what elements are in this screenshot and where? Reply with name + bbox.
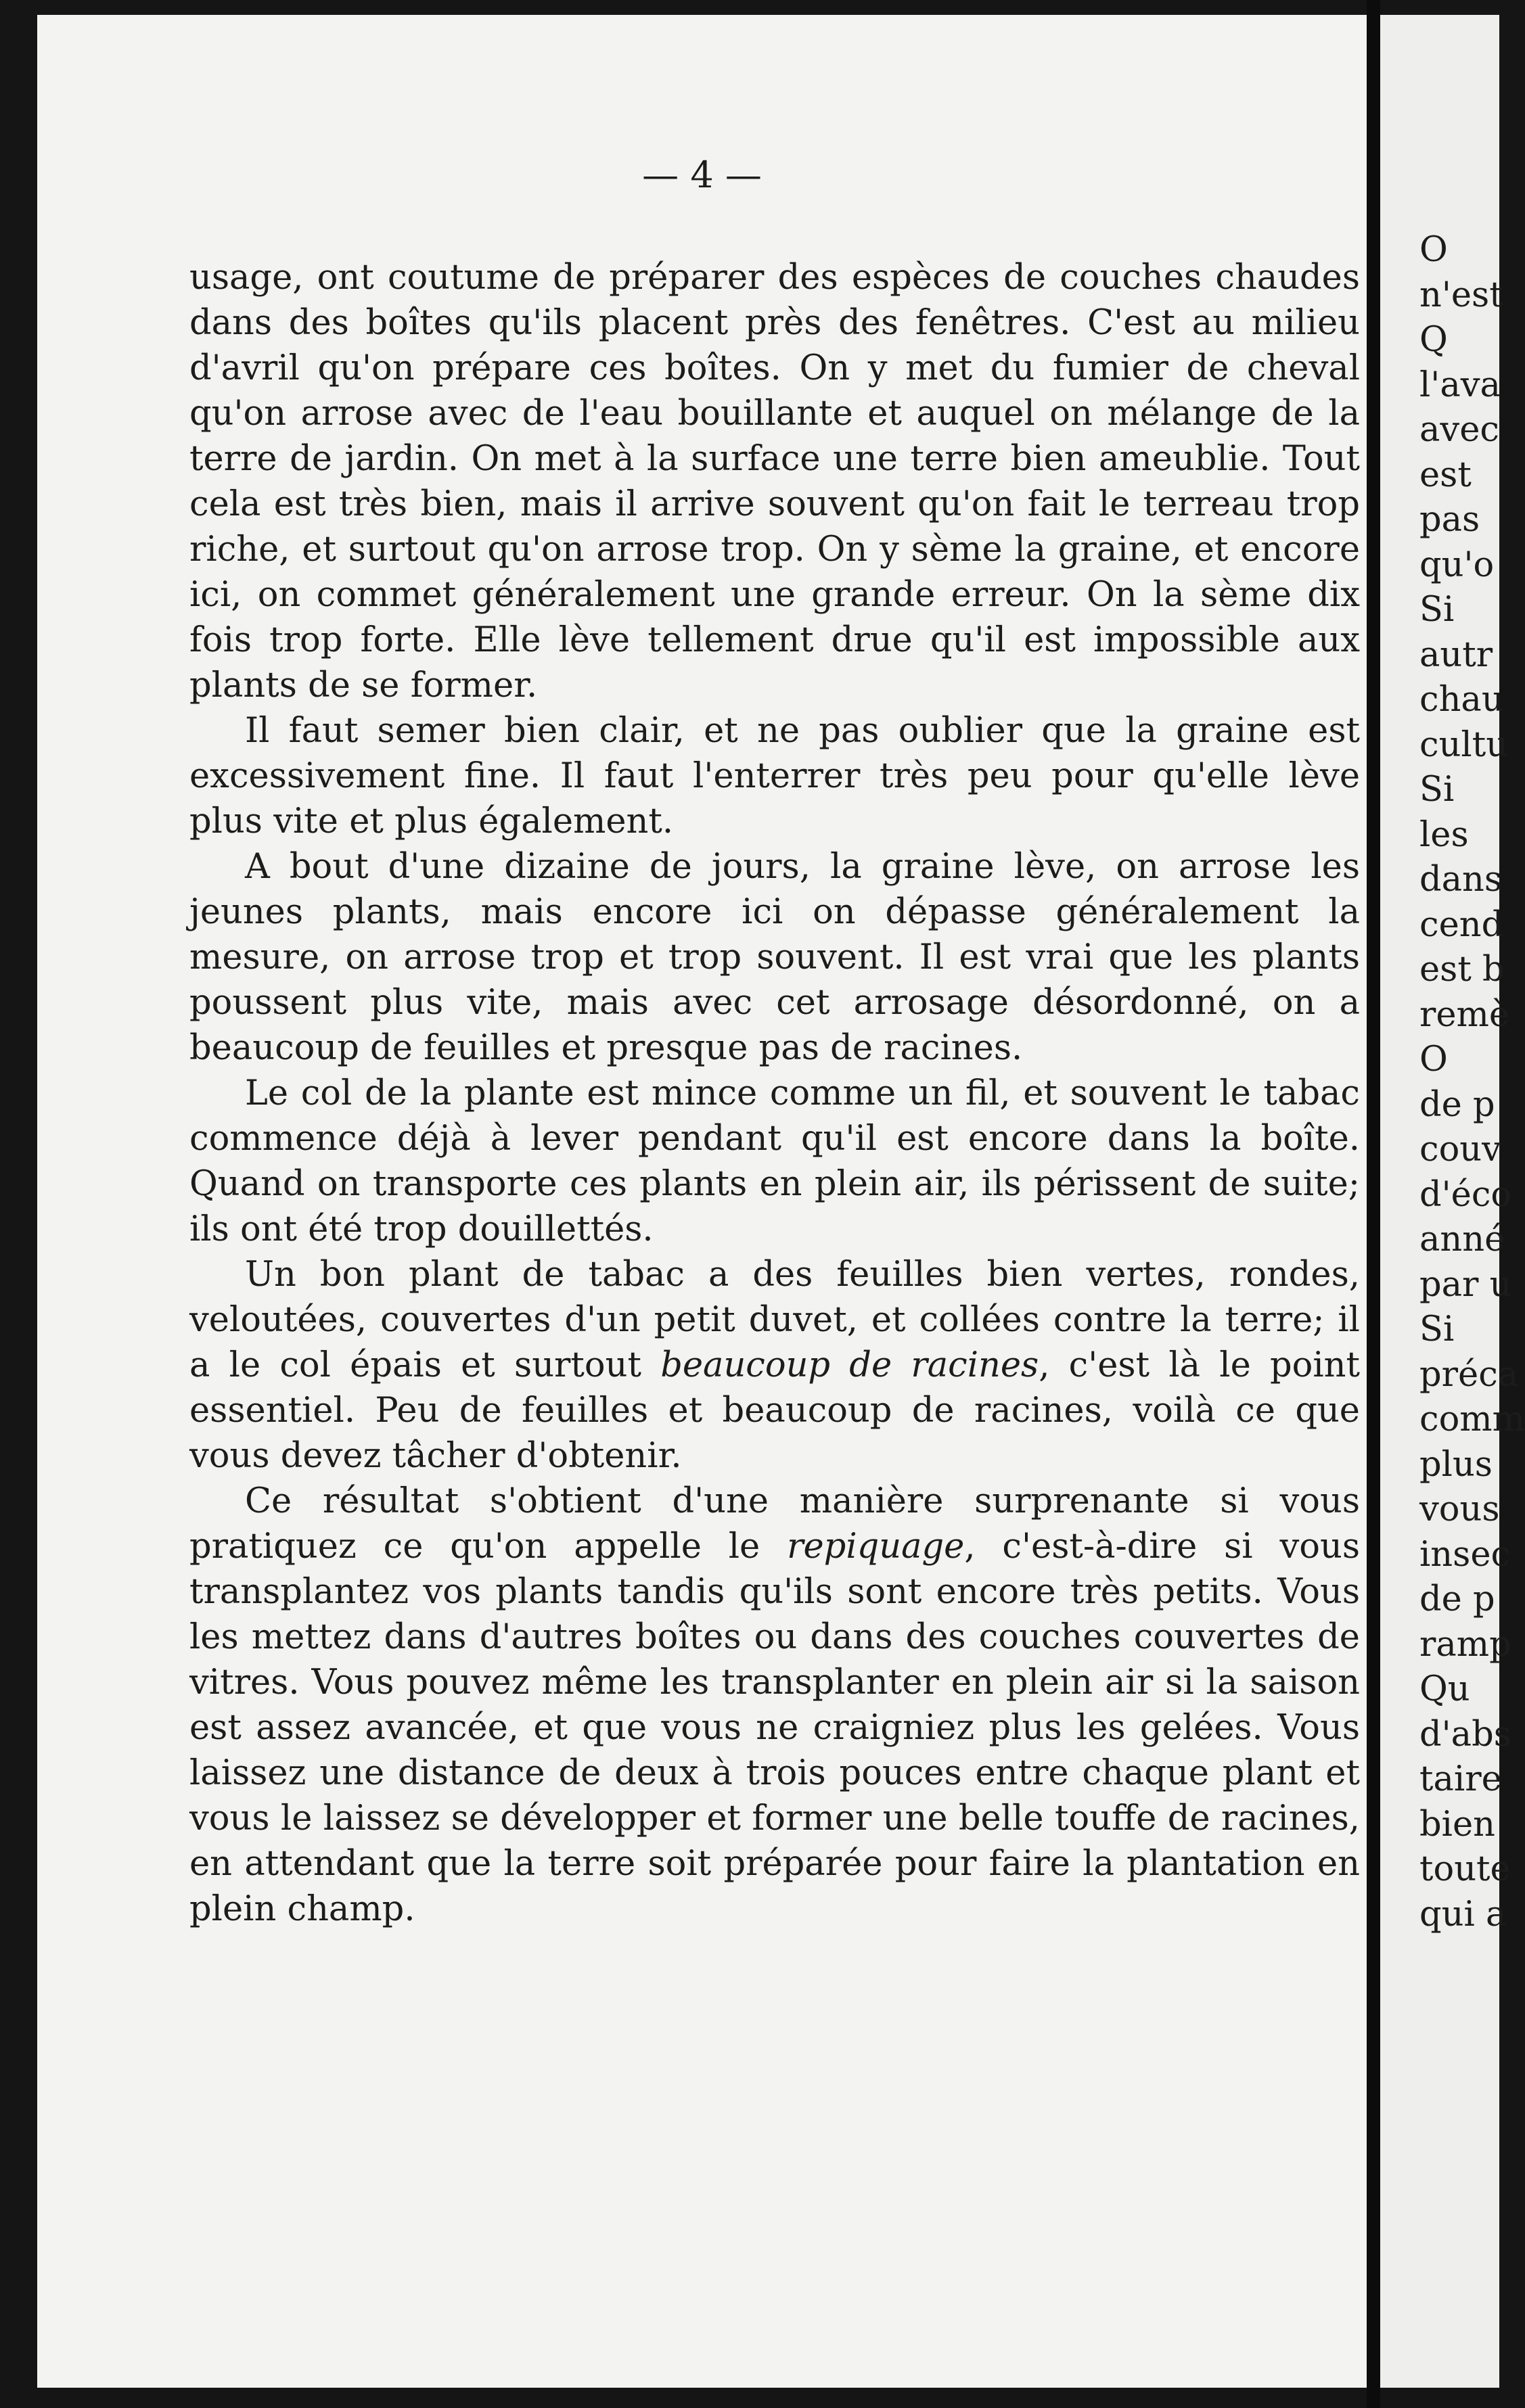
facing-page-fragment: cultu: [1419, 724, 1509, 765]
page: [37, 15, 1367, 2388]
paragraph-5-text: Un bon plant de tabac a des feuilles bien vertes, rondes, veloutées, couvertes d'un petit duvet, et collées contre la terre; il a le col épais et surtout: [189, 1255, 1360, 1385]
facing-page-fragment: de p: [1419, 1084, 1495, 1125]
facing-page-fragment: n'est: [1419, 275, 1503, 315]
paragraph-5: [189, 1252, 1360, 1479]
facing-page-fragment: de p: [1419, 1579, 1495, 1619]
facing-page-fragment: Si: [1419, 770, 1455, 810]
facing-page-fragment: pas: [1419, 500, 1480, 540]
paragraph-5-emphasis: beaucoup de racines: [660, 1345, 1039, 1385]
facing-page-fragment: couv: [1419, 1130, 1501, 1170]
facing-page-fragment: bien: [1419, 1804, 1495, 1845]
facing-page-fragment: Qu: [1419, 1669, 1470, 1709]
paragraph-4: Le col de la plante est mince comme un fil, et souvent le tabac commence déjà à lever pendant qu'il est encore dans la boîte. Quand on transporte ces plants en plein air, ils périssent de suite; ils ont été trop douillettés.: [189, 1073, 1360, 1249]
paragraph-3: A bout d'une dizaine de jours, la graine lève, on arrose les jeunes plants, mais encore ici on dépasse généralement la mesure, on arrose trop et trop souvent. Il est vrai que les plants poussent plus vite, mais avec cet arrosage désordonné, on a beaucoup de feuilles et presque pas de racines.: [189, 847, 1360, 1068]
paragraph-6: [189, 1479, 1360, 1932]
facing-page-fragment: comm: [1419, 1399, 1525, 1439]
facing-page-fragment: autr: [1419, 634, 1493, 675]
facing-page-fragment: les: [1419, 814, 1469, 855]
facing-page-fragment: Si: [1419, 1310, 1455, 1349]
facing-page-fragment: Q: [1419, 320, 1448, 360]
body-text: [189, 255, 1360, 1932]
facing-page-fragment: taire: [1419, 1759, 1502, 1799]
facing-page-fragment: vous: [1419, 1489, 1500, 1529]
facing-page-fragment: insec: [1419, 1534, 1511, 1575]
paragraph-6-text-end: , c'est-à-dire si vous transplantez vos plants tandis qu'ils sont encore très petits. Vous les mettez dans d'autres boîtes ou dans des couches couvertes de vitres. Vous pouvez même les transplanter en plein air si la saison est assez avancée, et que vous ne craigniez plus les gelées. Vous laissez une distance de deux à trois pouces entre chaque plant et vous le laissez se développer et former une belle touffe de racines, en attendant que la terre soit préparée pour faire la plantation en plein champ.: [189, 1527, 1361, 1929]
facing-page-fragment: chau: [1419, 680, 1504, 720]
facing-page-fragment: avec: [1419, 410, 1499, 450]
facing-page-fragment: est: [1419, 455, 1472, 495]
facing-page-fragment: toute: [1419, 1849, 1511, 1889]
facing-page-edge: [1380, 15, 1525, 2388]
facing-page-fragment: O: [1419, 230, 1448, 270]
facing-page-fragment: qu'o: [1419, 545, 1495, 585]
facing-page-fragment: dans: [1419, 860, 1503, 900]
facing-page-fragment: qui a: [1419, 1894, 1507, 1935]
facing-page-fragment: est b: [1419, 950, 1505, 990]
facing-page-fragment: d'abs: [1419, 1714, 1511, 1755]
facing-page-fragment: O: [1419, 1040, 1448, 1080]
facing-page-fragment: l'ava: [1419, 365, 1501, 405]
book-gutter: [1367, 0, 1380, 2408]
facing-page-fragment: d'éco: [1419, 1174, 1512, 1215]
paragraph-5-text-end: , c'est là le point essentiel. Peu de feuilles et beaucoup de racines, voilà ce que vous devez tâcher d'obtenir.: [189, 1345, 1361, 1476]
facing-page-fragment: préca: [1419, 1354, 1519, 1395]
facing-page-fragment: par u: [1419, 1264, 1512, 1305]
paragraph-6-emphasis: repiquage: [787, 1527, 965, 1567]
facing-page-fragment: cend: [1419, 904, 1504, 945]
facing-page-fragment: remè: [1419, 994, 1510, 1035]
paragraph-6-text: Ce résultat s'obtient d'une manière surprenante si vous pratiquez ce qu'on appelle le: [189, 1481, 1360, 1567]
facing-page-fragment: Si: [1419, 590, 1455, 630]
paragraph-1: usage, ont coutume de préparer des espèces de couches chaudes dans des boîtes qu'ils placent près des fenêtres. C'est au milieu d'avril qu'on prépare ces boîtes. On y met du fumier de cheval qu'on arrose avec de l'eau bouillante et auquel on mélange de la terre de jardin. On met à la surface une terre bien ameublie. Tout cela est très bien, mais il arrive souvent qu'on fait le terreau trop riche, et surtout qu'on arrose trop. On y sème la graine, et encore ici, on commet généralement une grande erreur. On la sème dix fois trop forte. Elle lève tellement drue qu'il est impossible aux plants de se former.: [189, 258, 1360, 705]
page-number: — 4 —: [642, 154, 762, 196]
facing-page-fragment: anné: [1419, 1220, 1505, 1259]
facing-page-fragment: ramp: [1419, 1624, 1511, 1665]
paragraph-2: Il faut semer bien clair, et ne pas oublier que la graine est excessivement fine. Il faut l'enterrer très peu pour qu'elle lève plus vite et plus également.: [189, 711, 1360, 841]
facing-page-fragment: plus: [1419, 1444, 1493, 1485]
